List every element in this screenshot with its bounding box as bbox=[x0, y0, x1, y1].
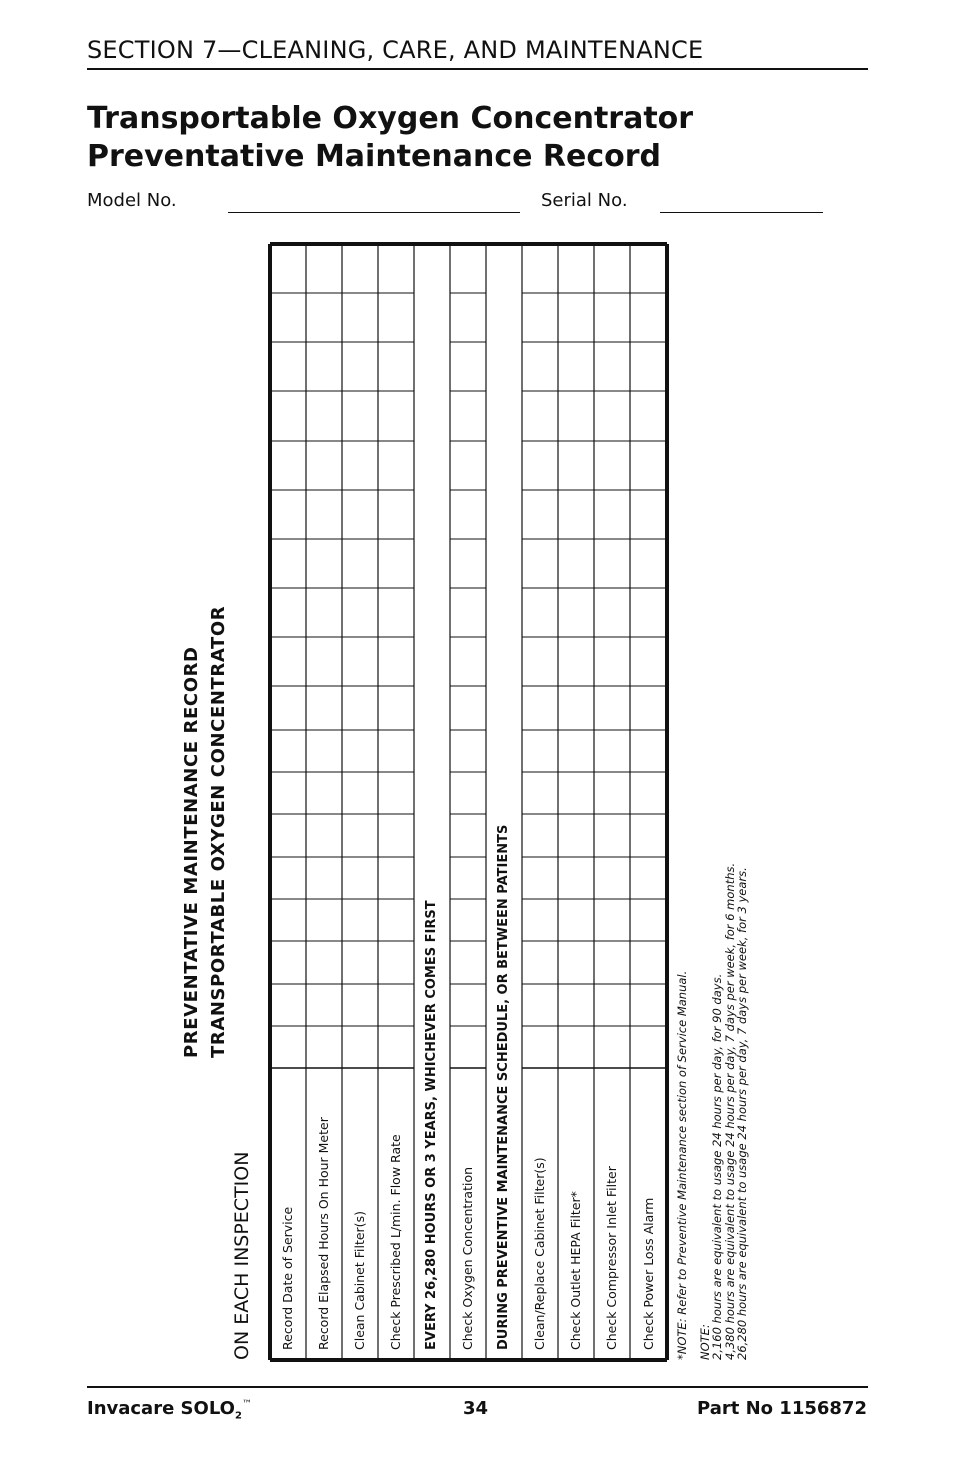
on-each-inspection-label: ON EACH INSPECTION bbox=[231, 1151, 253, 1360]
task-row-label: Check Prescribed L/min. Flow Rate bbox=[388, 1134, 403, 1350]
task-row-label: Check Outlet HEPA Filter* bbox=[568, 1191, 583, 1350]
schedule-header-row: DURING PREVENTIVE MAINTENANCE SCHEDULE, OR BETWEEN PATIENTS bbox=[496, 824, 511, 1350]
page-number: 34 bbox=[463, 1398, 489, 1419]
task-row-label: Clean/Replace Cabinet Filter(s) bbox=[532, 1157, 547, 1350]
note-line-2: 4,380 hours are equivalent to usage 24 hours per day, 7 days per week, for 6 months. bbox=[722, 862, 737, 1360]
product-subscript: 2 bbox=[234, 1410, 242, 1422]
task-row-label: Record Elapsed Hours On Hour Meter bbox=[316, 1117, 331, 1350]
trademark-symbol: ™ bbox=[241, 1399, 252, 1410]
product-name: Invacare SOLO bbox=[87, 1398, 235, 1419]
task-row-label: Check Power Loss Alarm bbox=[640, 1197, 656, 1350]
section-heading: SECTION 7—CLEANING, CARE, AND MAINTENANCE bbox=[87, 36, 704, 64]
side-title-line-2: TRANSPORTABLE OXYGEN CONCENTRATOR bbox=[208, 605, 229, 1058]
task-row-label: Clean Cabinet Filter(s) bbox=[352, 1211, 367, 1350]
footer-product bbox=[87, 1398, 252, 1422]
task-row-label: Check Oxygen Concentration bbox=[460, 1166, 475, 1350]
note-label: NOTE: bbox=[697, 1324, 712, 1360]
schedule-header-row: EVERY 26,280 HOURS OR 3 YEARS, WHICHEVER COMES FIRST bbox=[424, 900, 439, 1350]
title-line-2: Preventative Maintenance Record bbox=[87, 139, 662, 174]
serial-number-label: Serial No. bbox=[541, 190, 628, 211]
side-title-line-1: PREVENTATIVE MAINTENANCE RECORD bbox=[181, 646, 202, 1058]
bottom-rule bbox=[87, 1386, 868, 1388]
task-row-label: Record Date of Service bbox=[280, 1206, 295, 1350]
model-number-label: Model No. bbox=[87, 190, 177, 211]
note-line-1: 2,160 hours are equivalent to usage 24 hours per day, for 90 days. bbox=[710, 973, 724, 1360]
task-row-label: Check Compressor Inlet Filter bbox=[604, 1166, 619, 1350]
service-manual-note: *NOTE: Refer to Preventive Maintenance section of Service Manual. bbox=[675, 970, 689, 1360]
title-line-1: Transportable Oxygen Concentrator bbox=[87, 101, 694, 136]
maintenance-notes bbox=[676, 863, 749, 1360]
part-number: Part No 1156872 bbox=[697, 1398, 867, 1419]
note-line-3: 26,280 hours are equivalent to usage 24 hours per day, 7 days per week, for 3 years. bbox=[735, 867, 749, 1360]
